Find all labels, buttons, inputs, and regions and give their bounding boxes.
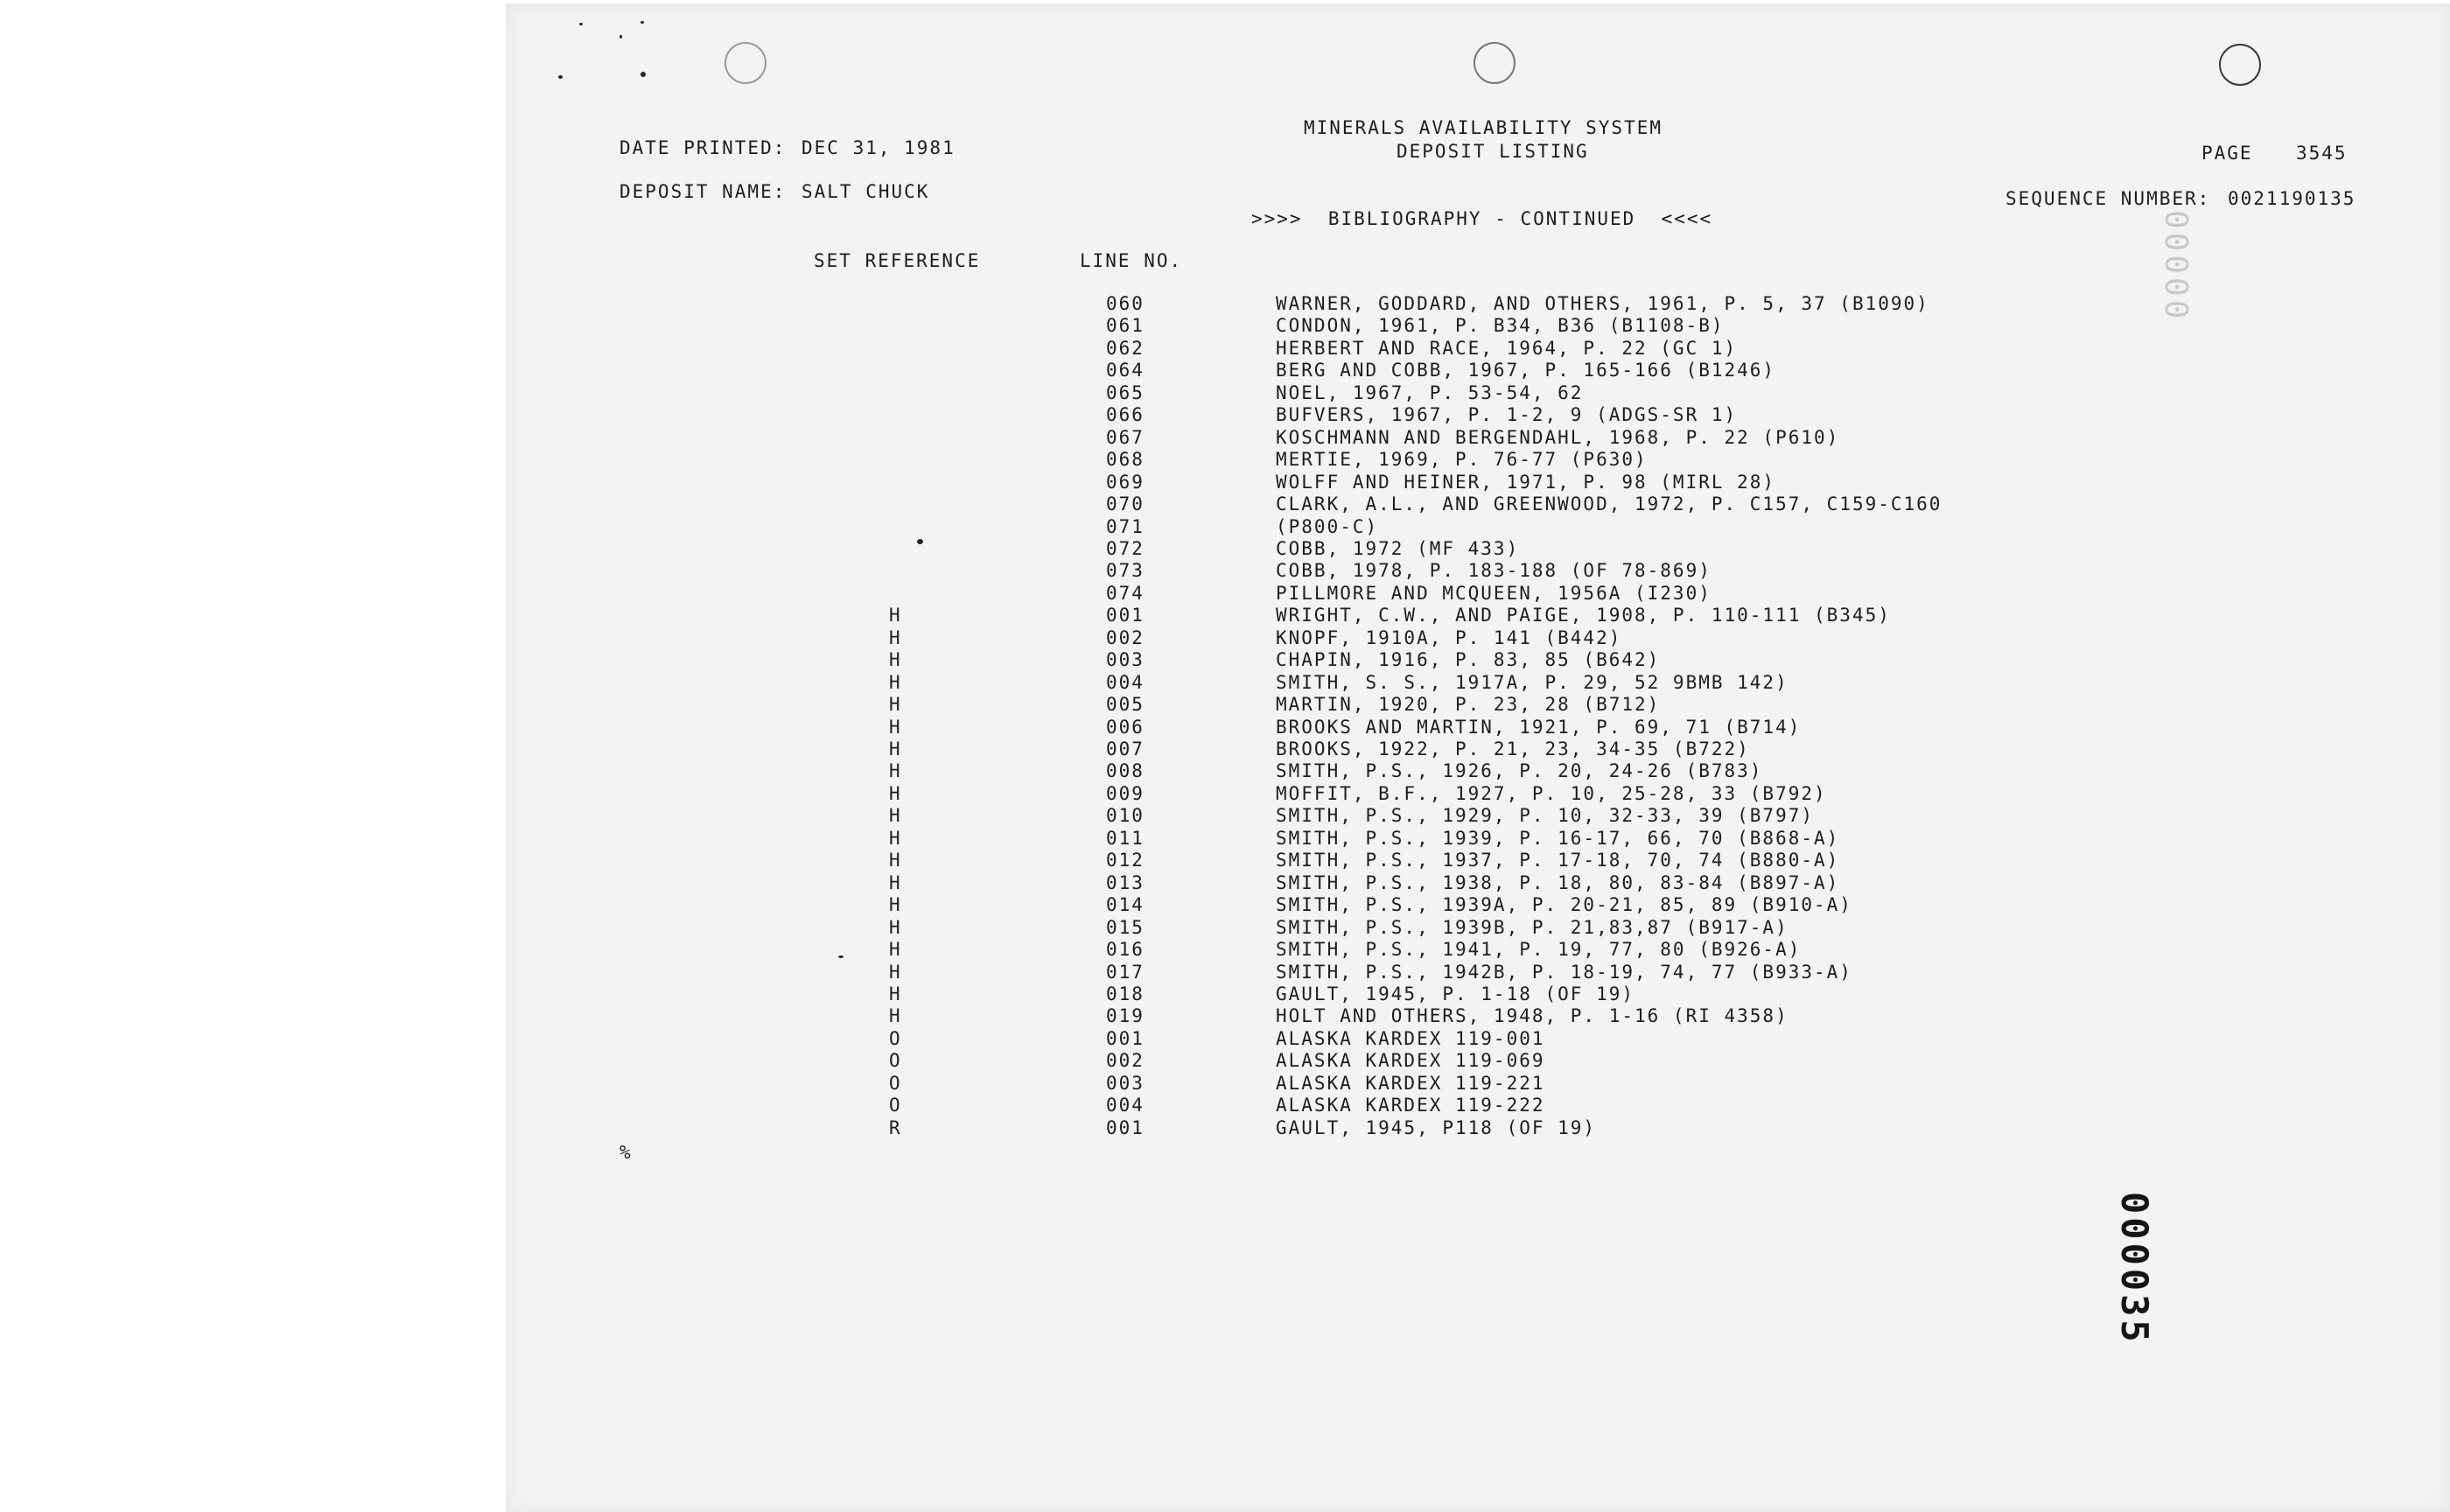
faint-frame-stamp: 00000 (2158, 210, 2194, 323)
set-reference-cell: H (889, 605, 902, 626)
line-number-column-header: LINE NO. (1080, 250, 1183, 271)
citation-text: MOFFIT, B.F., 1927, P. 10, 25-28, 33 (B792) (1276, 783, 1827, 804)
line-number-cell: 007 (1106, 738, 1144, 760)
citation-text: COBB, 1972 (MF 433) (1276, 538, 1520, 559)
set-reference-cell: H (889, 717, 902, 738)
citation-text: GAULT, 1945, P118 (OF 19) (1276, 1117, 1597, 1138)
set-reference-cell: H (889, 649, 902, 670)
set-reference-cell: H (889, 738, 902, 760)
line-number-cell: 069 (1106, 472, 1144, 493)
citation-text: KOSCHMANN AND BERGENDAHL, 1968, P. 22 (P610) (1276, 427, 1840, 448)
citation-text: (P800-C) (1276, 516, 1379, 537)
set-reference-cell: H (889, 984, 902, 1004)
line-number-cell: 070 (1106, 494, 1144, 514)
line-number-cell: 006 (1106, 717, 1144, 738)
set-reference-cell: H (889, 894, 902, 915)
line-number-cell: 003 (1106, 649, 1144, 670)
citation-text: WOLFF AND HEINER, 1971, P. 98 (MIRL 28) (1276, 472, 1776, 493)
citation-text: ALASKA KARDEX 119-222 (1276, 1095, 1545, 1116)
punch-hole-left (724, 42, 766, 84)
citation-text: SMITH, P.S., 1939A, P. 20-21, 85, 89 (B910-A) (1276, 894, 1852, 915)
citation-text: BROOKS AND MARTIN, 1921, P. 69, 71 (B714) (1276, 717, 1802, 738)
set-reference-cell: O (889, 1073, 902, 1094)
line-number-cell: 060 (1106, 293, 1144, 314)
scan-speck (640, 21, 644, 24)
line-number-cell: 019 (1106, 1005, 1144, 1026)
line-number-cell: 010 (1106, 805, 1144, 826)
citation-text: KNOPF, 1910A, P. 141 (B442) (1276, 627, 1622, 648)
scan-speck (558, 75, 563, 79)
line-number-cell: 001 (1106, 1117, 1144, 1138)
scan-speck (640, 72, 646, 77)
scan-speck (579, 23, 583, 25)
line-number-cell: 073 (1106, 560, 1144, 581)
citation-text: COBB, 1978, P. 183-188 (OF 78-869) (1276, 560, 1712, 581)
citation-text: SMITH, P.S., 1929, P. 10, 32-33, 39 (B797) (1276, 805, 1815, 826)
set-reference-cell: H (889, 939, 902, 960)
section-title: >>>> BIBLIOGRAPHY - CONTINUED <<<< (1251, 208, 1713, 229)
citation-text: ALASKA KARDEX 119-001 (1276, 1028, 1545, 1049)
citation-text: CONDON, 1961, P. B34, B36 (B1108-B) (1276, 315, 1725, 336)
set-reference-cell: H (889, 962, 902, 983)
citation-text: WARNER, GODDARD, AND OTHERS, 1961, P. 5, 37 (B1090) (1276, 293, 1929, 314)
scan-speck (620, 35, 622, 38)
date-printed-value: DEC 31, 1981 (802, 137, 956, 158)
line-number-cell: 009 (1106, 783, 1144, 804)
set-reference-cell: H (889, 672, 902, 693)
set-reference-cell: O (889, 1050, 902, 1071)
set-reference-cell: O (889, 1095, 902, 1116)
set-reference-cell: H (889, 872, 902, 893)
line-number-cell: 008 (1106, 760, 1144, 781)
line-number-cell: 003 (1106, 1073, 1144, 1094)
citation-text: HERBERT AND RACE, 1964, P. 22 (GC 1) (1276, 338, 1738, 359)
line-number-cell: 012 (1106, 850, 1144, 871)
citation-text: GAULT, 1945, P. 1-18 (OF 19) (1276, 984, 1635, 1004)
set-reference-cell: H (889, 1005, 902, 1026)
line-number-cell: 061 (1106, 315, 1144, 336)
set-reference-cell: H (889, 627, 902, 648)
date-printed-label: DATE PRINTED: (620, 137, 787, 158)
citation-text: PILLMORE AND MCQUEEN, 1956A (I230) (1276, 583, 1712, 604)
set-reference-cell: H (889, 917, 902, 938)
line-number-cell: 001 (1106, 605, 1144, 626)
page-number: 3545 (2296, 143, 2348, 164)
set-reference-column-header: SET REFERENCE (814, 250, 981, 271)
line-number-cell: 017 (1106, 962, 1144, 983)
citation-text: ALASKA KARDEX 119-221 (1276, 1073, 1545, 1094)
set-reference-cell: H (889, 760, 902, 781)
citation-text: SMITH, P.S., 1938, P. 18, 80, 83-84 (B897-A) (1276, 872, 1840, 893)
line-number-cell: 071 (1106, 516, 1144, 537)
page-label: PAGE (2202, 143, 2253, 164)
line-number-cell: 074 (1106, 583, 1144, 604)
citation-text: SMITH, S. S., 1917A, P. 29, 52 9BMB 142) (1276, 672, 1788, 693)
citation-text: MERTIE, 1969, P. 76-77 (P630) (1276, 449, 1648, 470)
citation-text: WRIGHT, C.W., AND PAIGE, 1908, P. 110-111 (B345) (1276, 605, 1891, 626)
listing-title: DEPOSIT LISTING (1396, 141, 1589, 162)
citation-text: ALASKA KARDEX 119-069 (1276, 1050, 1545, 1071)
deposit-name-label: DEPOSIT NAME: (620, 181, 787, 202)
line-number-cell: 067 (1106, 427, 1144, 448)
citation-text: SMITH, P.S., 1939, P. 16-17, 66, 70 (B868-A) (1276, 828, 1840, 849)
citation-text: BROOKS, 1922, P. 21, 23, 34-35 (B722) (1276, 738, 1750, 760)
punch-hole-right (2219, 44, 2261, 86)
document-page (506, 4, 2450, 1512)
citation-text: HOLT AND OTHERS, 1948, P. 1-16 (RI 4358) (1276, 1005, 1788, 1026)
sequence-number-label: SEQUENCE NUMBER: (2006, 188, 2211, 209)
set-reference-cell: H (889, 694, 902, 715)
line-number-cell: 004 (1106, 1095, 1144, 1116)
punch-hole-center (1474, 42, 1516, 84)
scan-speck (838, 956, 844, 958)
citation-text: SMITH, P.S., 1942B, P. 18-19, 74, 77 (B933-A) (1276, 962, 1852, 983)
deposit-name-value: SALT CHUCK (802, 181, 930, 202)
set-reference-cell: O (889, 1028, 902, 1049)
percent-mark: % (620, 1142, 633, 1163)
line-number-cell: 062 (1106, 338, 1144, 359)
line-number-cell: 072 (1106, 538, 1144, 559)
citation-text: SMITH, P.S., 1937, P. 17-18, 70, 74 (B880-A) (1276, 850, 1840, 871)
set-reference-cell: H (889, 850, 902, 871)
line-number-cell: 013 (1106, 872, 1144, 893)
set-reference-cell: H (889, 805, 902, 826)
line-number-cell: 065 (1106, 382, 1144, 403)
citation-text: SMITH, P.S., 1941, P. 19, 77, 80 (B926-A) (1276, 939, 1802, 960)
line-number-cell: 064 (1106, 360, 1144, 381)
sequence-number-value: 0021190135 (2228, 188, 2356, 209)
citation-text: NOEL, 1967, P. 53-54, 62 (1276, 382, 1584, 403)
line-number-cell: 066 (1106, 404, 1144, 425)
citation-text: SMITH, P.S., 1926, P. 20, 24-26 (B783) (1276, 760, 1763, 781)
citation-text: SMITH, P.S., 1939B, P. 21,83,87 (B917-A) (1276, 917, 1788, 938)
line-number-cell: 015 (1106, 917, 1144, 938)
set-reference-cell: H (889, 783, 902, 804)
citation-text: CHAPIN, 1916, P. 83, 85 (B642) (1276, 649, 1661, 670)
citation-text: BUFVERS, 1967, P. 1-2, 9 (ADGS-SR 1) (1276, 404, 1738, 425)
citation-text: CLARK, A.L., AND GREENWOOD, 1972, P. C157, C159-C160 (1276, 494, 1942, 514)
line-number-cell: 004 (1106, 672, 1144, 693)
scan-speck (917, 539, 923, 544)
line-number-cell: 068 (1106, 449, 1144, 470)
frame-number-stamp: 000035 (2113, 1192, 2156, 1346)
line-number-cell: 002 (1106, 627, 1144, 648)
system-title: MINERALS AVAILABILITY SYSTEM (1304, 117, 1663, 138)
line-number-cell: 011 (1106, 828, 1144, 849)
citation-text: MARTIN, 1920, P. 23, 28 (B712) (1276, 694, 1661, 715)
line-number-cell: 018 (1106, 984, 1144, 1004)
line-number-cell: 014 (1106, 894, 1144, 915)
line-number-cell: 002 (1106, 1050, 1144, 1071)
line-number-cell: 001 (1106, 1028, 1144, 1049)
line-number-cell: 016 (1106, 939, 1144, 960)
citation-text: BERG AND COBB, 1967, P. 165-166 (B1246) (1276, 360, 1776, 381)
set-reference-cell: H (889, 828, 902, 849)
set-reference-cell: R (889, 1117, 902, 1138)
line-number-cell: 005 (1106, 694, 1144, 715)
